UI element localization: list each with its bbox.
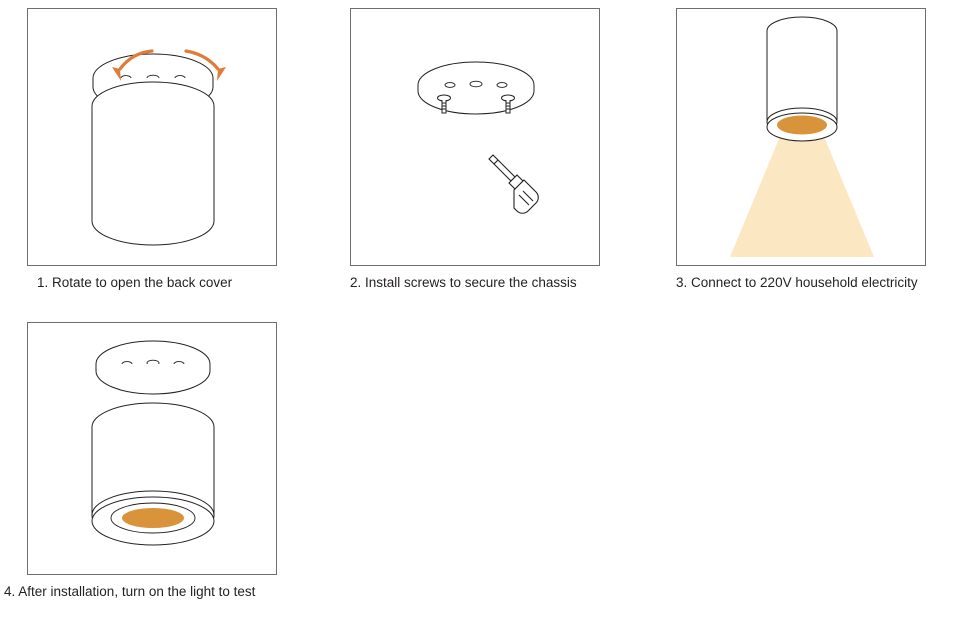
step-4-illustration-panel <box>27 322 277 575</box>
step-4-caption: 4. After installation, turn on the light to test <box>4 584 256 599</box>
step-2 <box>350 8 600 291</box>
mounted-lamp-emitting-light-beam-icon <box>677 9 926 266</box>
step-1 <box>27 8 277 291</box>
step-2-caption: 2. Install screws to secure the chassis <box>350 275 577 290</box>
step-3 <box>676 8 926 291</box>
step-1-illustration-panel <box>27 8 277 266</box>
step-3-caption: 3. Connect to 220V household electricity <box>676 275 918 290</box>
cylinder-lamp-with-rotating-cover-icon <box>28 9 277 266</box>
chassis-plate-with-screws-and-screwdriver-icon <box>351 9 600 266</box>
step-2-illustration-panel <box>350 8 600 266</box>
step-4 <box>4 322 277 600</box>
step-3-illustration-panel <box>676 8 926 266</box>
lamp-with-detached-cover-lit-icon <box>28 323 277 575</box>
step-1-caption: 1. Rotate to open the back cover <box>37 275 233 290</box>
